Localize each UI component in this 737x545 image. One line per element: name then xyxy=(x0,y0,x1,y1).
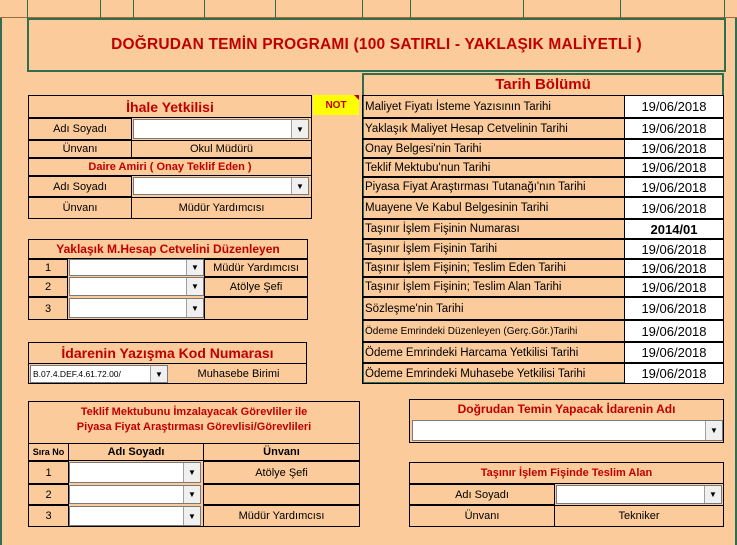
chevron-down-icon[interactable]: ▼ xyxy=(183,463,200,482)
tarih-row xyxy=(362,297,724,320)
teslim-adi-dropdown[interactable] xyxy=(556,485,722,504)
tarih-row-label: Taşınır İşlem Fişinin; Teslim Eden Tarihi xyxy=(363,260,625,276)
teklif-header: Teklif Mektubunu İmzalayacak Görevliler ile Piyasa Fiyat Araştırması Görevlisi/Görevlileri xyxy=(76,406,312,433)
tarih-row-date[interactable]: 19/06/2018 xyxy=(625,96,723,117)
sheet-grid-top xyxy=(0,0,737,18)
cetvel-header: Yaklaşık M.Hesap Cetvelini Düzenleyen xyxy=(28,239,308,259)
tarih-row-date[interactable]: 19/06/2018 xyxy=(625,343,723,362)
daire-adi-dropdown[interactable] xyxy=(133,177,309,195)
teslim-unvan-label: Ünvanı xyxy=(409,505,555,527)
teklif-row-unvan: Müdür Yardımcısı xyxy=(203,505,360,527)
cetvel-row-no: 3 xyxy=(28,297,68,320)
teklif-row-no: 3 xyxy=(28,505,69,527)
ihale-unvan-label: Ünvanı xyxy=(28,140,132,158)
title-box xyxy=(27,18,726,72)
teklif-row-dropdown[interactable] xyxy=(69,485,201,504)
tarih-row-label: Taşınır İşlem Fişinin; Teslim Alan Tarihi xyxy=(363,278,625,296)
kod-unit: Muhasebe Birimi xyxy=(197,368,280,380)
teklif-row-dropdown[interactable] xyxy=(69,462,201,483)
tarih-row-label: Muayene Ve Kabul Belgesinin Tarihi xyxy=(363,198,625,218)
tarih-row-date[interactable]: 19/06/2018 xyxy=(625,260,723,276)
teklif-col-no: Sıra No xyxy=(28,443,69,461)
tarih-row-label: Taşınır İşlem Fişinin Tarihi xyxy=(363,240,625,258)
chevron-down-icon[interactable]: ▼ xyxy=(150,366,167,382)
tarih-row-date[interactable]: 19/06/2018 xyxy=(625,364,723,383)
chevron-down-icon[interactable]: ▼ xyxy=(704,486,721,503)
tarih-row-label: Piyasa Fiyat Araştırması Tutanağı'nın Tarihi xyxy=(363,178,625,196)
chevron-down-icon[interactable]: ▼ xyxy=(291,178,308,194)
ihale-adi-dropdown[interactable] xyxy=(133,119,309,139)
sheet-left-border xyxy=(0,18,2,545)
tarih-row xyxy=(362,320,724,342)
teklif-row-no: 1 xyxy=(28,461,69,484)
kod-value: B.07.4.DEF.4.61.72.00/ xyxy=(33,369,121,379)
cetvel-row-dropdown[interactable] xyxy=(69,259,204,276)
teklif-row-no: 2 xyxy=(28,484,69,505)
chevron-down-icon[interactable]: ▼ xyxy=(186,260,203,275)
tarih-row-date[interactable]: 19/06/2018 xyxy=(625,140,723,157)
tarih-row-label: Teklif Mektubu'nun Tarihi xyxy=(363,159,625,176)
idare-dropdown[interactable] xyxy=(412,420,723,441)
tarih-row-label: Ödeme Emrindeki Muhasebe Yetkilisi Tarihi xyxy=(363,364,625,383)
daire-adi-label: Adı Soyadı xyxy=(28,176,132,197)
tarih-row xyxy=(362,139,724,158)
tarih-header: Tarih Bölümü xyxy=(495,75,591,93)
kod-header: İdarenin Yazışma Kod Numarası xyxy=(28,342,307,364)
tarih-row-date[interactable]: 19/06/2018 xyxy=(625,278,723,296)
cetvel-row-dropdown[interactable] xyxy=(69,298,204,318)
teklif-col-adi: Adı Soyadı xyxy=(68,443,204,461)
comment-indicator xyxy=(354,95,359,100)
tarih-row-label: Ödeme Emrindeki Harcama Yetkilisi Tarihi xyxy=(363,343,625,362)
daire-unvan-label: Ünvanı xyxy=(28,197,132,219)
tarih-row-label: Onay Belgesi'nin Tarihi xyxy=(363,140,625,157)
page-title: DOĞRUDAN TEMİN PROGRAMI (100 SATIRLI - YAKLAŞIK MALİYETLİ ) xyxy=(111,36,642,53)
teslim-adi-label: Adı Soyadı xyxy=(409,484,555,505)
cetvel-row-dropdown[interactable] xyxy=(69,277,204,296)
teklif-row-unvan: Atölye Şefi xyxy=(203,461,360,484)
tarih-row-label: Yaklaşık Maliyet Hesap Cetvelinin Tarihi xyxy=(363,119,625,138)
cetvel-row-unvan: Müdür Yardımcısı xyxy=(204,259,308,277)
tarih-row-date[interactable]: 19/06/2018 xyxy=(625,321,723,341)
tarih-row xyxy=(362,239,724,259)
cetvel-row-no: 2 xyxy=(28,277,68,297)
ihale-unvan-value: Okul Müdürü xyxy=(131,140,312,158)
teklif-row-unvan xyxy=(203,484,360,505)
tarih-row xyxy=(362,277,724,297)
ihale-yetkilisi-header: İhale Yetkilisi xyxy=(28,95,312,118)
teklif-col-unvan: Ünvanı xyxy=(203,443,360,461)
chevron-down-icon[interactable]: ▼ xyxy=(291,120,308,138)
tarih-row-label: Taşınır İşlem Fişinin Numarası xyxy=(363,220,625,238)
daire-amiri-header: Daire Amiri ( Onay Teklif Eden ) xyxy=(28,158,312,176)
tarih-row-date[interactable]: 19/06/2018 xyxy=(625,178,723,196)
teslim-header: Taşınır İşlem Fişinde Teslim Alan xyxy=(409,462,724,484)
kod-dropdown[interactable] xyxy=(30,365,168,383)
tarih-row xyxy=(362,259,724,277)
tarih-row-date[interactable]: 19/06/2018 xyxy=(625,240,723,258)
tarih-row xyxy=(362,118,724,139)
tarih-row xyxy=(362,158,724,177)
chevron-down-icon[interactable]: ▼ xyxy=(705,421,722,440)
not-note[interactable]: NOT xyxy=(313,95,359,115)
tarih-row-label: Ödeme Emrindeki Düzenleyen (Gerç.Gör.)Tarihi xyxy=(363,321,625,341)
chevron-down-icon[interactable]: ▼ xyxy=(186,278,203,295)
tarih-row xyxy=(362,363,724,384)
tarih-row xyxy=(362,219,724,239)
tarih-row-date[interactable]: 19/06/2018 xyxy=(625,159,723,176)
tarih-row xyxy=(362,197,724,219)
tarih-row xyxy=(362,177,724,197)
cetvel-row-unvan xyxy=(204,297,308,320)
tarih-row-label: Sözleşme'nin Tarihi xyxy=(363,298,625,319)
teklif-row-dropdown[interactable] xyxy=(69,506,201,526)
cetvel-row-no: 1 xyxy=(28,259,68,277)
idare-header: Doğrudan Temin Yapacak İdarenin Adı xyxy=(457,401,676,416)
tarih-row-date[interactable]: 19/06/2018 xyxy=(625,198,723,218)
tarih-row xyxy=(362,95,724,118)
tarih-row-date[interactable]: 19/06/2018 xyxy=(625,298,723,319)
teslim-unvan-value: Tekniker xyxy=(554,505,724,527)
daire-unvan-value: Müdür Yardımcısı xyxy=(131,197,312,219)
cetvel-row-unvan: Atölye Şefi xyxy=(204,277,308,297)
ihale-adi-label: Adı Soyadı xyxy=(28,118,132,140)
chevron-down-icon[interactable]: ▼ xyxy=(183,507,200,525)
tarih-row-label: Maliyet Fiyatı İsteme Yazısının Tarihi xyxy=(363,96,625,117)
tarih-row-date[interactable]: 19/06/2018 xyxy=(625,119,723,138)
tarih-row xyxy=(362,342,724,363)
chevron-down-icon[interactable]: ▼ xyxy=(183,486,200,503)
tarih-row-date[interactable]: 2014/01 xyxy=(625,220,723,238)
chevron-down-icon[interactable]: ▼ xyxy=(186,299,203,317)
